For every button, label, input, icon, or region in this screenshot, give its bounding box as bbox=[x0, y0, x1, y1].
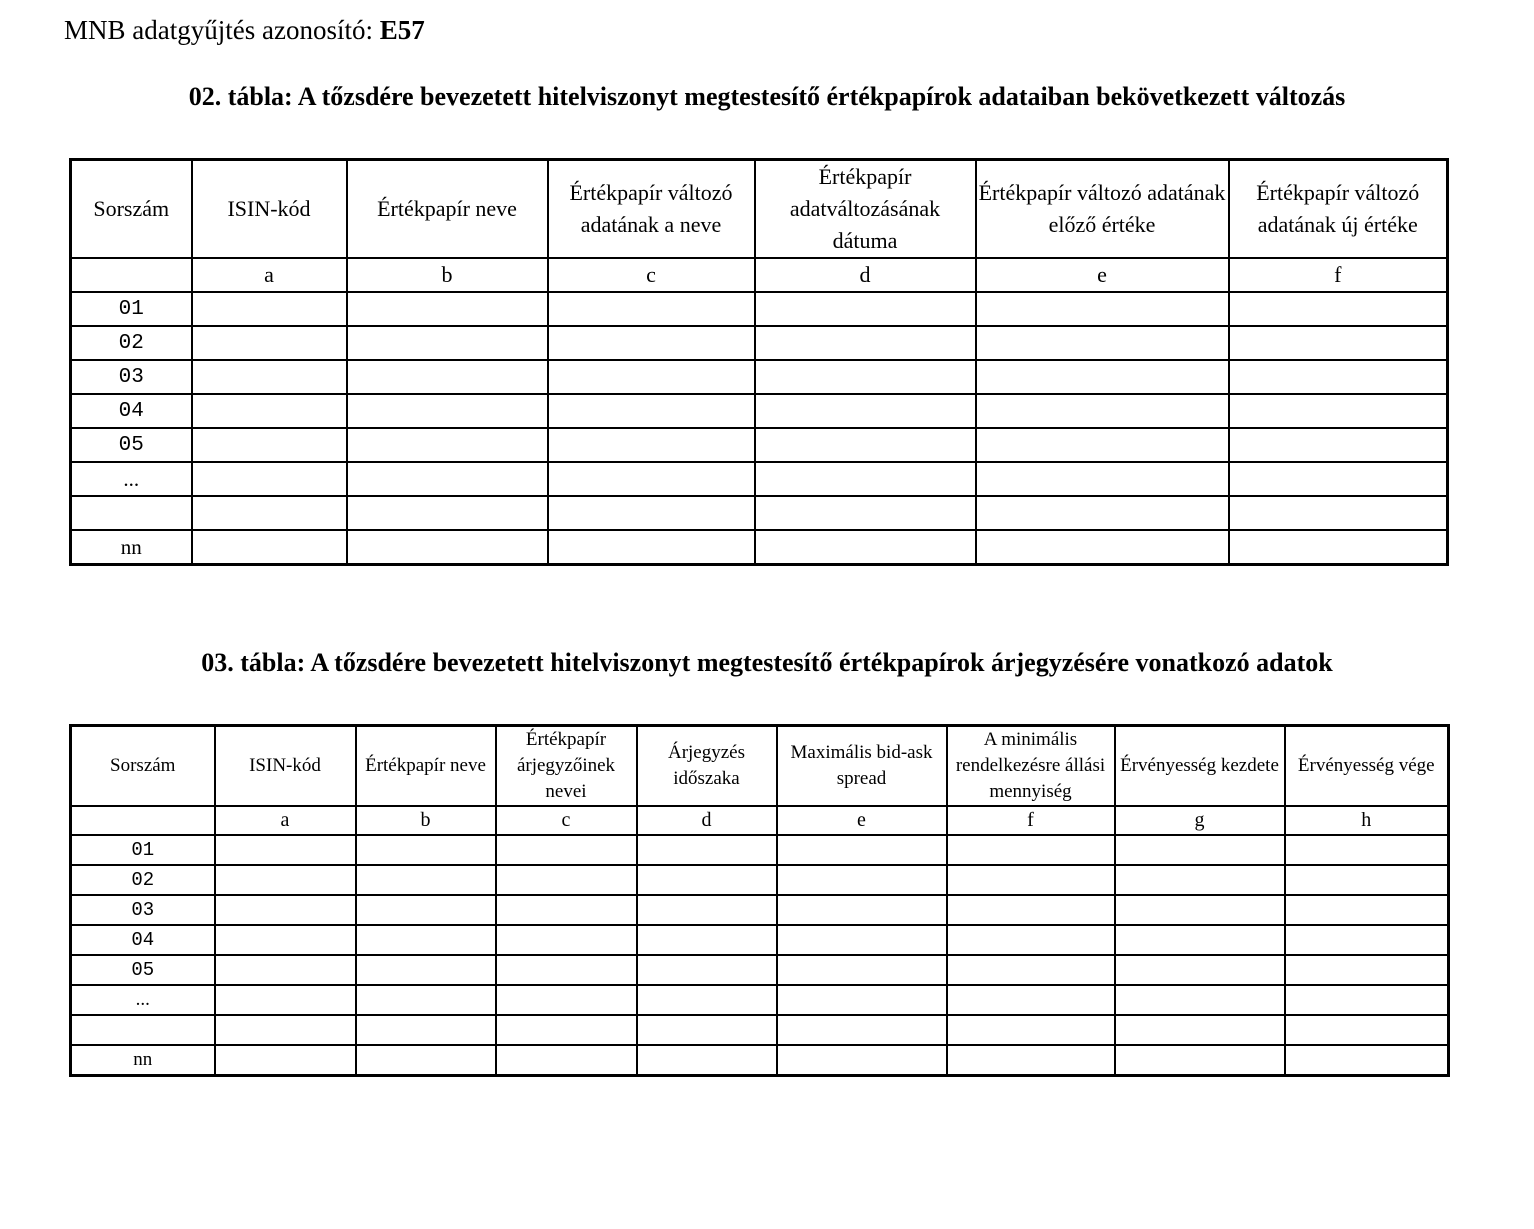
entry-cell[interactable] bbox=[215, 1045, 356, 1076]
entry-cell[interactable] bbox=[1115, 1045, 1285, 1076]
entry-cell[interactable] bbox=[356, 955, 496, 985]
entry-cell[interactable] bbox=[755, 292, 976, 326]
entry-cell[interactable] bbox=[1285, 895, 1449, 925]
entry-cell[interactable] bbox=[637, 955, 777, 985]
table-02 bbox=[69, 158, 1449, 566]
entry-cell[interactable] bbox=[215, 865, 356, 895]
table-02-title: 02. tábla: A tőzsdére bevezetett hitelviszonyt megtestesítő értékpapírok adataiban bekövetkezett változás bbox=[188, 82, 1346, 111]
entry-cell[interactable] bbox=[347, 530, 548, 565]
entry-cell[interactable] bbox=[777, 955, 947, 985]
entry-cell[interactable] bbox=[215, 925, 356, 955]
entry-cell[interactable] bbox=[637, 985, 777, 1015]
entry-cell[interactable] bbox=[347, 496, 548, 530]
column-letter: d bbox=[637, 806, 777, 835]
column-letter bbox=[71, 806, 215, 835]
entry-cell[interactable] bbox=[496, 895, 637, 925]
entry-cell[interactable] bbox=[356, 865, 496, 895]
entry-cell[interactable] bbox=[777, 895, 947, 925]
entry-cell[interactable] bbox=[777, 925, 947, 955]
entry-cell[interactable] bbox=[548, 530, 755, 565]
column-header: Sorszám bbox=[71, 726, 215, 807]
row-number: 02 bbox=[71, 326, 192, 360]
entry-cell[interactable] bbox=[755, 496, 976, 530]
row-number: ... bbox=[71, 462, 192, 496]
column-letter: b bbox=[347, 258, 548, 292]
document-id-line bbox=[64, 12, 425, 48]
column-header: Érvényesség kezdete bbox=[1115, 726, 1285, 807]
entry-cell[interactable] bbox=[1285, 835, 1449, 865]
entry-cell[interactable] bbox=[347, 428, 548, 462]
column-letter: c bbox=[548, 258, 755, 292]
entry-cell[interactable] bbox=[347, 326, 548, 360]
table-03-data-row bbox=[71, 865, 1449, 895]
table-02-letter-row bbox=[71, 258, 1448, 292]
column-header: ISIN-kód bbox=[215, 726, 356, 807]
table-03-data-row bbox=[71, 925, 1449, 955]
row-number: nn bbox=[71, 1045, 215, 1076]
row-number: 05 bbox=[71, 955, 215, 985]
table-03-header-row bbox=[71, 726, 1449, 807]
column-letter: a bbox=[215, 806, 356, 835]
entry-cell[interactable] bbox=[496, 1015, 637, 1045]
table-02-data-row bbox=[71, 428, 1448, 462]
entry-cell[interactable] bbox=[637, 1015, 777, 1045]
entry-cell[interactable] bbox=[192, 462, 347, 496]
row-number: nn bbox=[71, 530, 192, 565]
column-header: ISIN-kód bbox=[192, 160, 347, 259]
entry-cell[interactable] bbox=[1229, 496, 1448, 530]
entry-cell[interactable] bbox=[1285, 1045, 1449, 1076]
entry-cell[interactable] bbox=[947, 1015, 1115, 1045]
table-03-data-row bbox=[71, 955, 1449, 985]
column-header: Sorszám bbox=[71, 160, 192, 259]
column-letter: a bbox=[192, 258, 347, 292]
entry-cell[interactable] bbox=[637, 895, 777, 925]
entry-cell[interactable] bbox=[755, 360, 976, 394]
table-02-data-row bbox=[71, 530, 1448, 565]
entry-cell[interactable] bbox=[215, 835, 356, 865]
entry-cell[interactable] bbox=[356, 985, 496, 1015]
column-letter: c bbox=[496, 806, 637, 835]
entry-cell[interactable] bbox=[215, 985, 356, 1015]
entry-cell[interactable] bbox=[637, 865, 777, 895]
column-header: Értékpapír változó adatának előző értéke bbox=[976, 160, 1229, 259]
entry-cell[interactable] bbox=[976, 326, 1229, 360]
column-letter: d bbox=[755, 258, 976, 292]
entry-cell[interactable] bbox=[548, 394, 755, 428]
row-number bbox=[71, 496, 192, 530]
column-header: Érvényesség vége bbox=[1285, 726, 1449, 807]
table-02-data-row bbox=[71, 462, 1448, 496]
entry-cell[interactable] bbox=[947, 1045, 1115, 1076]
entry-cell[interactable] bbox=[192, 496, 347, 530]
entry-cell[interactable] bbox=[1229, 394, 1448, 428]
document-id-code: E57 bbox=[379, 15, 425, 45]
entry-cell[interactable] bbox=[947, 835, 1115, 865]
column-letter: f bbox=[947, 806, 1115, 835]
entry-cell[interactable] bbox=[976, 462, 1229, 496]
column-header: Értékpapír változó adatának új értéke bbox=[1229, 160, 1448, 259]
entry-cell[interactable] bbox=[1285, 865, 1449, 895]
column-header: A minimális rendelkezésre állási mennyiség bbox=[947, 726, 1115, 807]
entry-cell[interactable] bbox=[356, 1045, 496, 1076]
entry-cell[interactable] bbox=[777, 985, 947, 1015]
entry-cell[interactable] bbox=[777, 865, 947, 895]
column-letter: e bbox=[777, 806, 947, 835]
entry-cell[interactable] bbox=[548, 496, 755, 530]
entry-cell[interactable] bbox=[976, 496, 1229, 530]
entry-cell[interactable] bbox=[755, 462, 976, 496]
column-letter: e bbox=[976, 258, 1229, 292]
entry-cell[interactable] bbox=[548, 292, 755, 326]
entry-cell[interactable] bbox=[548, 326, 755, 360]
entry-cell[interactable] bbox=[548, 428, 755, 462]
entry-cell[interactable] bbox=[755, 394, 976, 428]
row-number: 01 bbox=[71, 292, 192, 326]
entry-cell[interactable] bbox=[1229, 428, 1448, 462]
entry-cell[interactable] bbox=[976, 394, 1229, 428]
entry-cell[interactable] bbox=[192, 360, 347, 394]
table-03 bbox=[69, 724, 1450, 1077]
entry-cell[interactable] bbox=[976, 292, 1229, 326]
entry-cell[interactable] bbox=[347, 292, 548, 326]
entry-cell[interactable] bbox=[215, 1015, 356, 1045]
entry-cell[interactable] bbox=[356, 835, 496, 865]
entry-cell[interactable] bbox=[347, 394, 548, 428]
column-header: Értékpapír neve bbox=[356, 726, 496, 807]
row-number: 03 bbox=[71, 360, 192, 394]
entry-cell[interactable] bbox=[496, 985, 637, 1015]
entry-cell[interactable] bbox=[1115, 835, 1285, 865]
entry-cell[interactable] bbox=[777, 1015, 947, 1045]
row-number bbox=[71, 1015, 215, 1045]
column-letter: b bbox=[356, 806, 496, 835]
table-03-title: 03. tábla: A tőzsdére bevezetett hitelviszonyt megtestesítő értékpapírok árjegyzésére vonatkozó adatok bbox=[201, 648, 1333, 677]
row-number: 05 bbox=[71, 428, 192, 462]
entry-cell[interactable] bbox=[347, 360, 548, 394]
entry-cell[interactable] bbox=[755, 428, 976, 462]
entry-cell[interactable] bbox=[347, 462, 548, 496]
entry-cell[interactable] bbox=[1285, 985, 1449, 1015]
entry-cell[interactable] bbox=[637, 1045, 777, 1076]
table-02-data-row bbox=[71, 360, 1448, 394]
entry-cell[interactable] bbox=[496, 955, 637, 985]
column-header: Értékpapír neve bbox=[347, 160, 548, 259]
column-letter: f bbox=[1229, 258, 1448, 292]
entry-cell[interactable] bbox=[947, 955, 1115, 985]
entry-cell[interactable] bbox=[1115, 925, 1285, 955]
entry-cell[interactable] bbox=[947, 985, 1115, 1015]
entry-cell[interactable] bbox=[976, 530, 1229, 565]
entry-cell[interactable] bbox=[1229, 462, 1448, 496]
entry-cell[interactable] bbox=[192, 292, 347, 326]
row-number: 03 bbox=[71, 895, 215, 925]
entry-cell[interactable] bbox=[947, 895, 1115, 925]
entry-cell[interactable] bbox=[215, 895, 356, 925]
entry-cell[interactable] bbox=[496, 1045, 637, 1076]
entry-cell[interactable] bbox=[1285, 925, 1449, 955]
entry-cell[interactable] bbox=[755, 326, 976, 360]
table-03-data-row bbox=[71, 895, 1449, 925]
entry-cell[interactable] bbox=[1115, 895, 1285, 925]
entry-cell[interactable] bbox=[976, 360, 1229, 394]
column-header: Értékpapír változó adatának a neve bbox=[548, 160, 755, 259]
column-header: Értékpapír adatváltozásának dátuma bbox=[755, 160, 976, 259]
entry-cell[interactable] bbox=[1229, 360, 1448, 394]
entry-cell[interactable] bbox=[496, 835, 637, 865]
entry-cell[interactable] bbox=[1229, 292, 1448, 326]
column-letter: h bbox=[1285, 806, 1449, 835]
entry-cell[interactable] bbox=[1285, 1015, 1449, 1045]
table-02-data-row bbox=[71, 326, 1448, 360]
table-02-data-row bbox=[71, 394, 1448, 428]
entry-cell[interactable] bbox=[1285, 955, 1449, 985]
entry-cell[interactable] bbox=[777, 1045, 947, 1076]
entry-cell[interactable] bbox=[755, 530, 976, 565]
entry-cell[interactable] bbox=[947, 865, 1115, 895]
entry-cell[interactable] bbox=[356, 925, 496, 955]
row-number: 04 bbox=[71, 925, 215, 955]
column-header: Árjegyzés időszaka bbox=[637, 726, 777, 807]
table-03-data-row bbox=[71, 985, 1449, 1015]
entry-cell[interactable] bbox=[637, 835, 777, 865]
entry-cell[interactable] bbox=[496, 925, 637, 955]
entry-cell[interactable] bbox=[1115, 1015, 1285, 1045]
entry-cell[interactable] bbox=[192, 530, 347, 565]
entry-cell[interactable] bbox=[947, 925, 1115, 955]
row-number: ... bbox=[71, 985, 215, 1015]
column-header: Maximális bid-ask spread bbox=[777, 726, 947, 807]
document-id-label: MNB adatgyűjtés azonosító: bbox=[64, 15, 373, 45]
entry-cell[interactable] bbox=[1115, 985, 1285, 1015]
entry-cell[interactable] bbox=[548, 360, 755, 394]
entry-cell[interactable] bbox=[1115, 865, 1285, 895]
entry-cell[interactable] bbox=[215, 955, 356, 985]
table-03-letter-row bbox=[71, 806, 1449, 835]
entry-cell[interactable] bbox=[356, 1015, 496, 1045]
column-letter bbox=[71, 258, 192, 292]
entry-cell[interactable] bbox=[1229, 326, 1448, 360]
table-02-data-row bbox=[71, 292, 1448, 326]
column-letter: g bbox=[1115, 806, 1285, 835]
entry-cell[interactable] bbox=[496, 865, 637, 895]
table-02-header-row bbox=[71, 160, 1448, 259]
entry-cell[interactable] bbox=[777, 835, 947, 865]
table-03-data-row bbox=[71, 835, 1449, 865]
row-number: 01 bbox=[71, 835, 215, 865]
entry-cell[interactable] bbox=[192, 428, 347, 462]
row-number: 02 bbox=[71, 865, 215, 895]
entry-cell[interactable] bbox=[637, 925, 777, 955]
entry-cell[interactable] bbox=[1115, 955, 1285, 985]
entry-cell[interactable] bbox=[976, 428, 1229, 462]
entry-cell[interactable] bbox=[548, 462, 755, 496]
entry-cell[interactable] bbox=[192, 326, 347, 360]
row-number: 04 bbox=[71, 394, 192, 428]
entry-cell[interactable] bbox=[1229, 530, 1448, 565]
column-header: Értékpapír árjegyzőinek nevei bbox=[496, 726, 637, 807]
table-03-data-row bbox=[71, 1045, 1449, 1076]
table-02-data-row bbox=[71, 496, 1448, 530]
entry-cell[interactable] bbox=[356, 895, 496, 925]
entry-cell[interactable] bbox=[192, 394, 347, 428]
table-03-data-row bbox=[71, 1015, 1449, 1045]
